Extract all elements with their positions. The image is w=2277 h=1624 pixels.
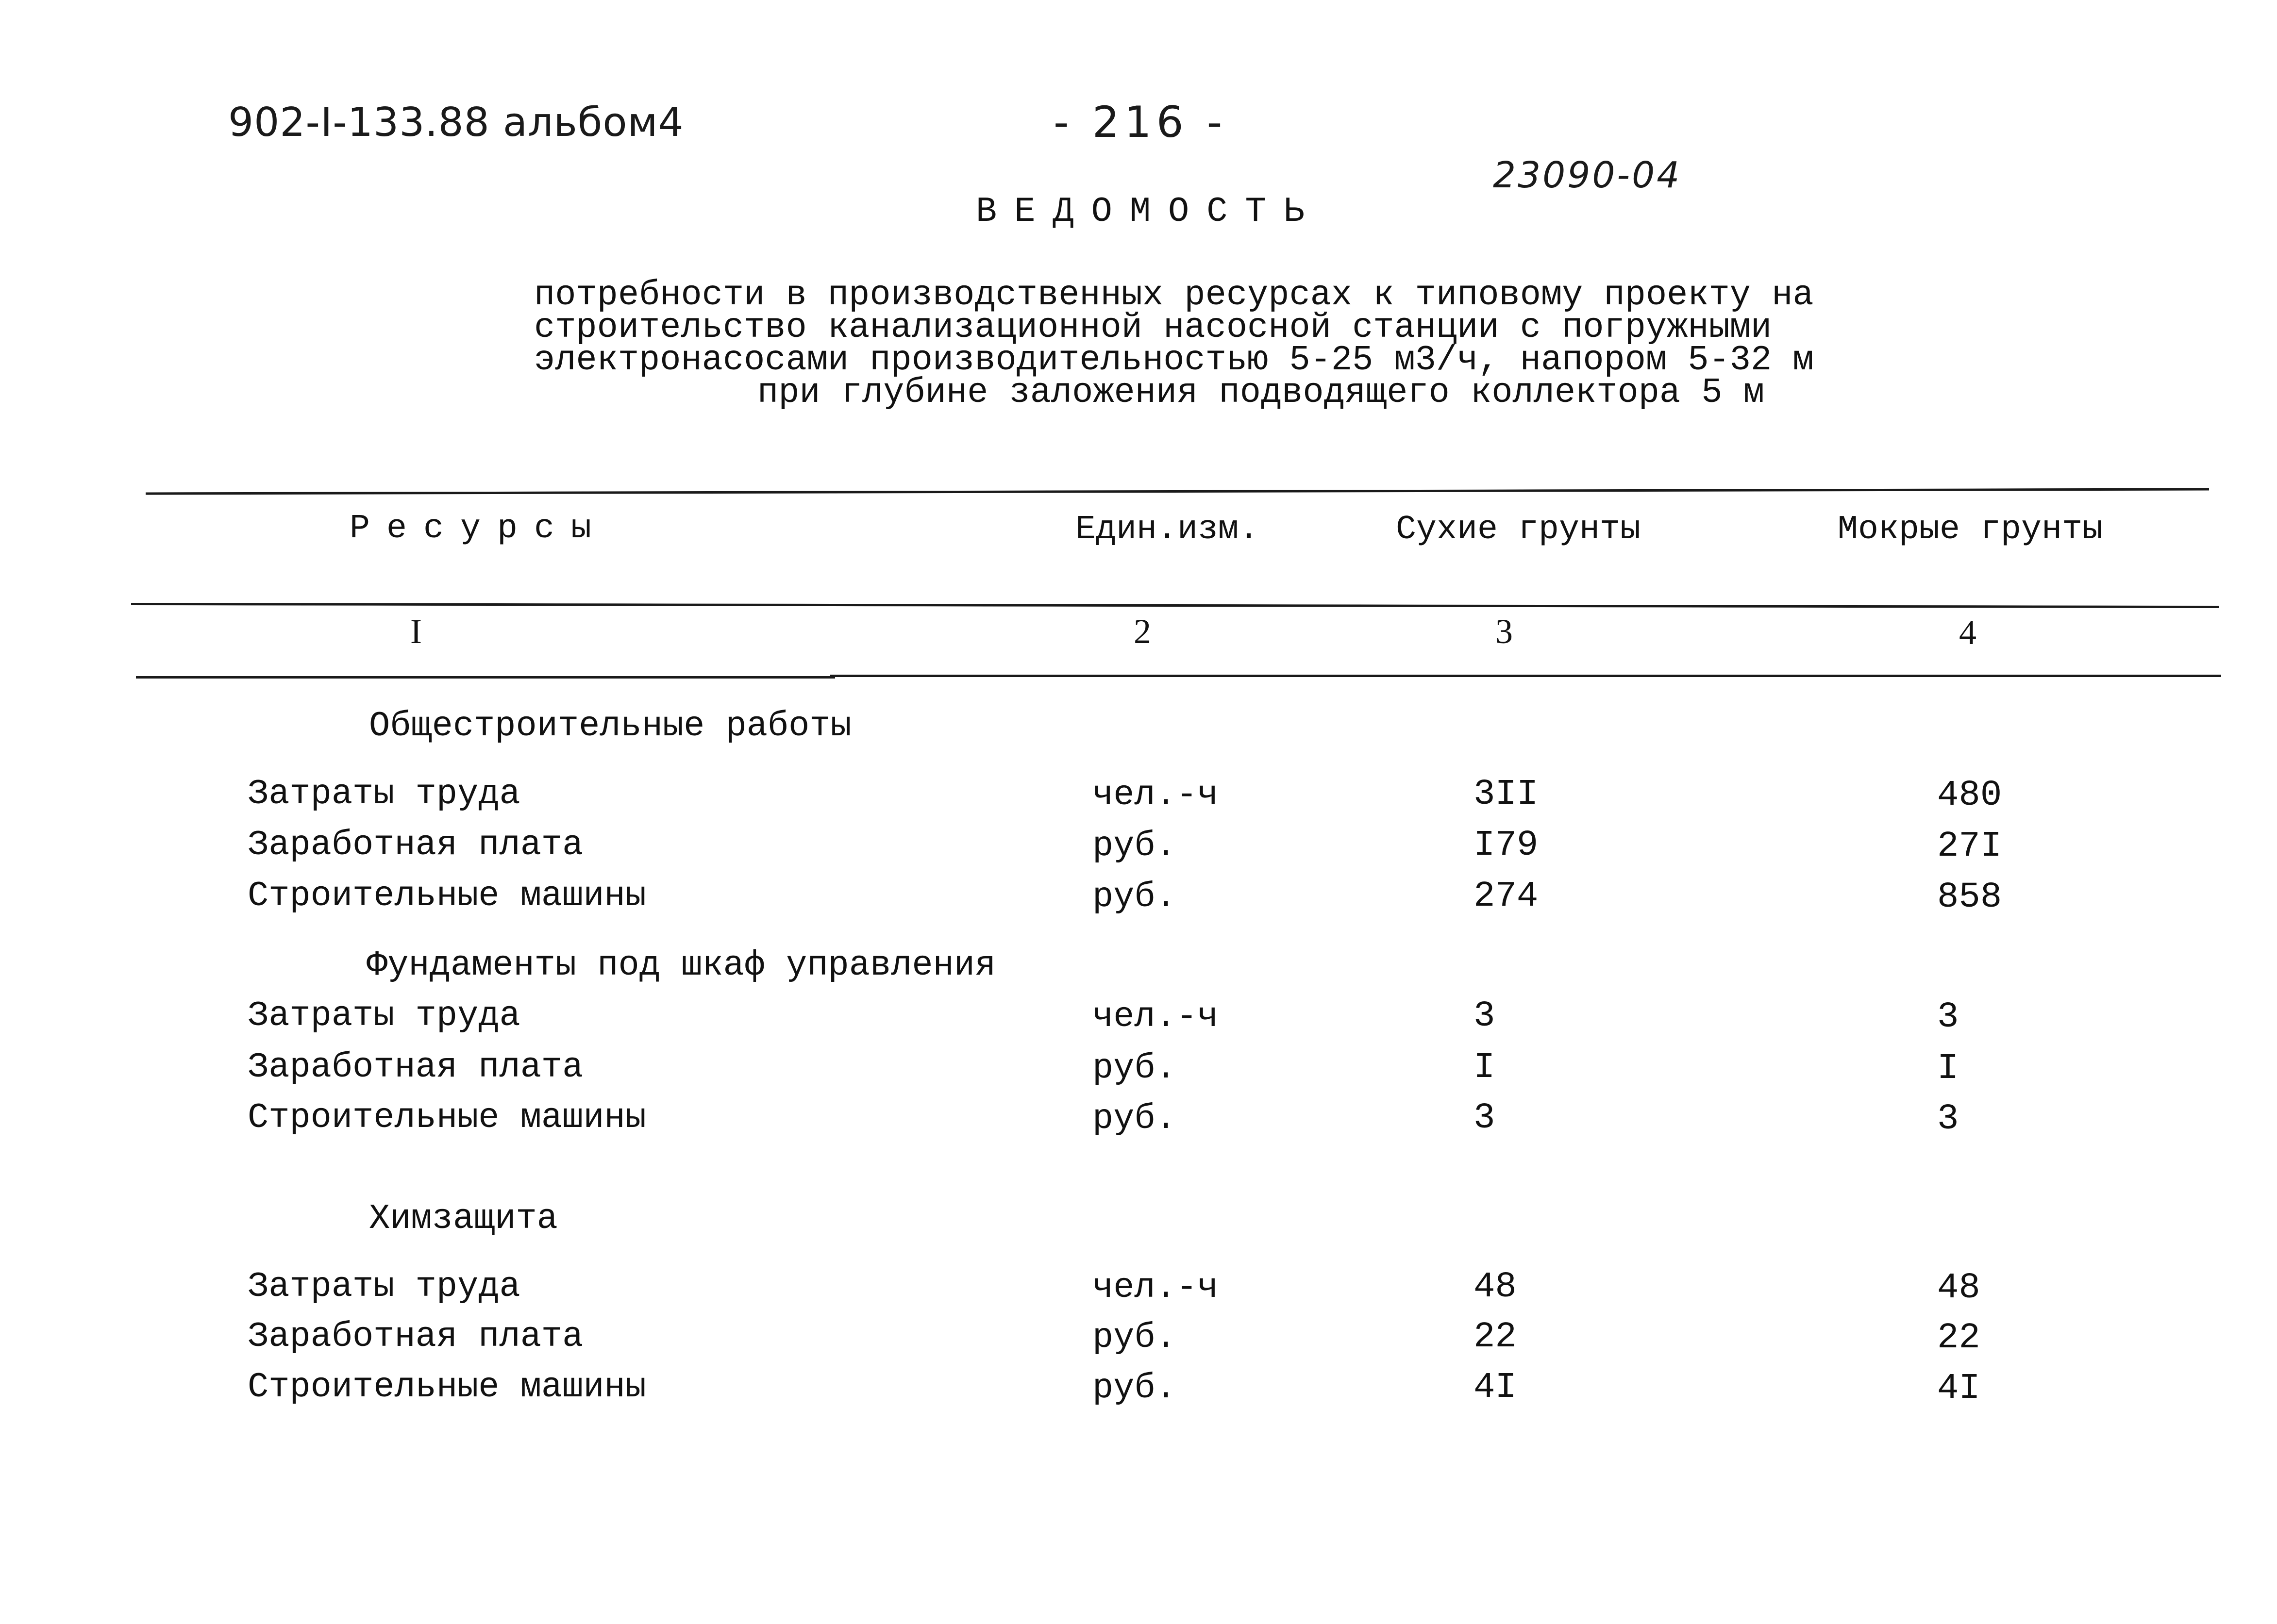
section-title: Общестроительные работы [369,706,852,746]
column-number-2: 2 [1134,612,1151,651]
document-title: ВЕДОМОСТЬ [976,192,1322,232]
table-rule-middle [131,603,2219,608]
dry-soil-value: I79 [1473,825,1539,866]
header-dry-soil: Сухие грунты [1396,511,1641,549]
column-number-4: 4 [1959,613,1976,652]
table-rule-bottom-left [136,676,835,679]
header-resources: Ресурсы [350,510,608,548]
wet-soil-value: 3 [1937,997,1959,1038]
subtitle-line-2: строительство канализационной насосной станции с погружными [534,308,1772,348]
document-code: 902-I-133.88 альбом4 [228,99,684,146]
dry-soil-value: 22 [1473,1317,1517,1358]
section-title: Химзащита [369,1199,558,1239]
column-number-3: 3 [1495,612,1513,651]
resource-name: Заработная плата [248,825,584,865]
unit-cell: чел.-ч [1092,775,1219,815]
dry-soil-value: 274 [1473,876,1539,917]
dry-soil-value: 4I [1473,1367,1517,1408]
unit-cell: руб. [1092,1368,1176,1408]
resource-name: Строительные машины [248,1098,646,1138]
unit-cell: руб. [1092,826,1176,866]
wet-soil-value: 3 [1937,1099,1959,1140]
unit-cell: руб. [1092,877,1176,917]
dry-soil-value: I [1473,1047,1495,1088]
wet-soil-value: 48 [1937,1268,1980,1309]
dry-soil-value: 3 [1473,1098,1495,1139]
resource-name: Строительные машины [248,1367,646,1407]
dry-soil-value: 3 [1473,996,1495,1037]
page-number: - 216 - [1054,97,1227,147]
dry-soil-value: 3II [1473,774,1539,815]
column-number-1: I [410,612,422,651]
resource-name: Затраты труда [248,996,520,1036]
unit-cell: руб. [1092,1048,1176,1088]
wet-soil-value: I [1937,1048,1959,1089]
wet-soil-value: 27I [1937,826,2002,867]
resource-name: Строительные машины [248,876,646,916]
subtitle-line-4: при глубине заложения подводящего коллектора 5 м [757,373,1764,413]
archive-code: 23090-04 [1493,154,1682,196]
wet-soil-value: 858 [1937,877,2002,918]
table-rule-bottom-right [830,675,2221,677]
resource-name: Затраты труда [248,1267,520,1307]
subtitle-line-1: потребности в производственных ресурсах к типовому проекту на [534,275,1814,315]
unit-cell: чел.-ч [1092,997,1219,1037]
unit-cell: руб. [1092,1318,1176,1358]
wet-soil-value: 480 [1937,775,2002,816]
subtitle-line-3: электронасосами производительностью 5-25 м3/ч, напором 5-32 м [534,340,1814,380]
resource-name: Заработная плата [248,1317,584,1357]
table-rule-top [146,488,2209,495]
resource-name: Затраты труда [248,774,520,814]
unit-cell: чел.-ч [1092,1268,1219,1308]
header-unit: Един.изм. [1075,511,1259,549]
wet-soil-value: 22 [1937,1318,1980,1359]
dry-soil-value: 48 [1473,1267,1517,1308]
wet-soil-value: 4I [1937,1368,1980,1409]
unit-cell: руб. [1092,1099,1176,1139]
section-title: Фундаменты под шкаф управления [367,945,996,985]
header-wet-soil: Мокрые грунты [1838,511,2103,549]
resource-name: Заработная плата [248,1047,584,1087]
